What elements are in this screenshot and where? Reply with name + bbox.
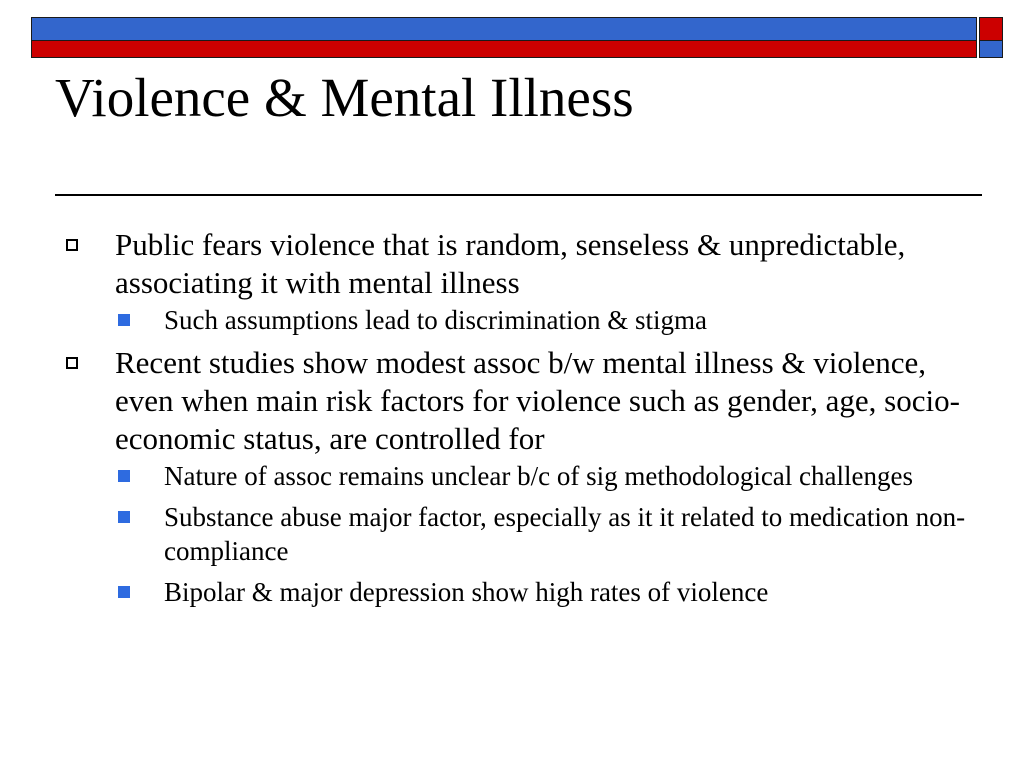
title-divider	[55, 194, 982, 196]
filled-square-bullet-icon	[118, 511, 130, 523]
sub-bullet-item	[0, 500, 1024, 568]
sub-bullet-text: Substance abuse major factor, especially as it it related to medication non-compliance	[164, 502, 966, 566]
sub-bullet-item	[0, 575, 1024, 609]
sub-bullet-item	[0, 303, 1024, 337]
sub-bullet-item	[0, 459, 1024, 493]
bullet-item	[0, 344, 1024, 458]
sub-bullet-text: Nature of assoc remains unclear b/c of sig methodological challenges	[164, 461, 913, 491]
hollow-square-bullet-icon	[66, 239, 78, 251]
bullet-text: Public fears violence that is random, senseless & unpredictable, associating it with mental illness	[115, 227, 906, 300]
filled-square-bullet-icon	[118, 586, 130, 598]
bullet-item	[0, 226, 1024, 302]
hollow-square-bullet-icon	[66, 357, 78, 369]
header-bar-blue	[31, 17, 977, 41]
slide-title: Violence & Mental Illness	[55, 67, 634, 128]
bullet-text: Recent studies show modest assoc b/w mental illness & violence, even when main risk factors for violence such as gender, age, socio-economic status, are controlled for	[115, 345, 960, 456]
header-bar-red	[31, 41, 977, 58]
slide-content	[0, 226, 1024, 616]
header-square-red	[979, 17, 1003, 41]
sub-bullet-text: Such assumptions lead to discrimination & stigma	[164, 305, 707, 335]
header-square-blue	[979, 41, 1003, 58]
filled-square-bullet-icon	[118, 470, 130, 482]
filled-square-bullet-icon	[118, 314, 130, 326]
sub-bullet-text: Bipolar & major depression show high rates of violence	[164, 577, 769, 607]
